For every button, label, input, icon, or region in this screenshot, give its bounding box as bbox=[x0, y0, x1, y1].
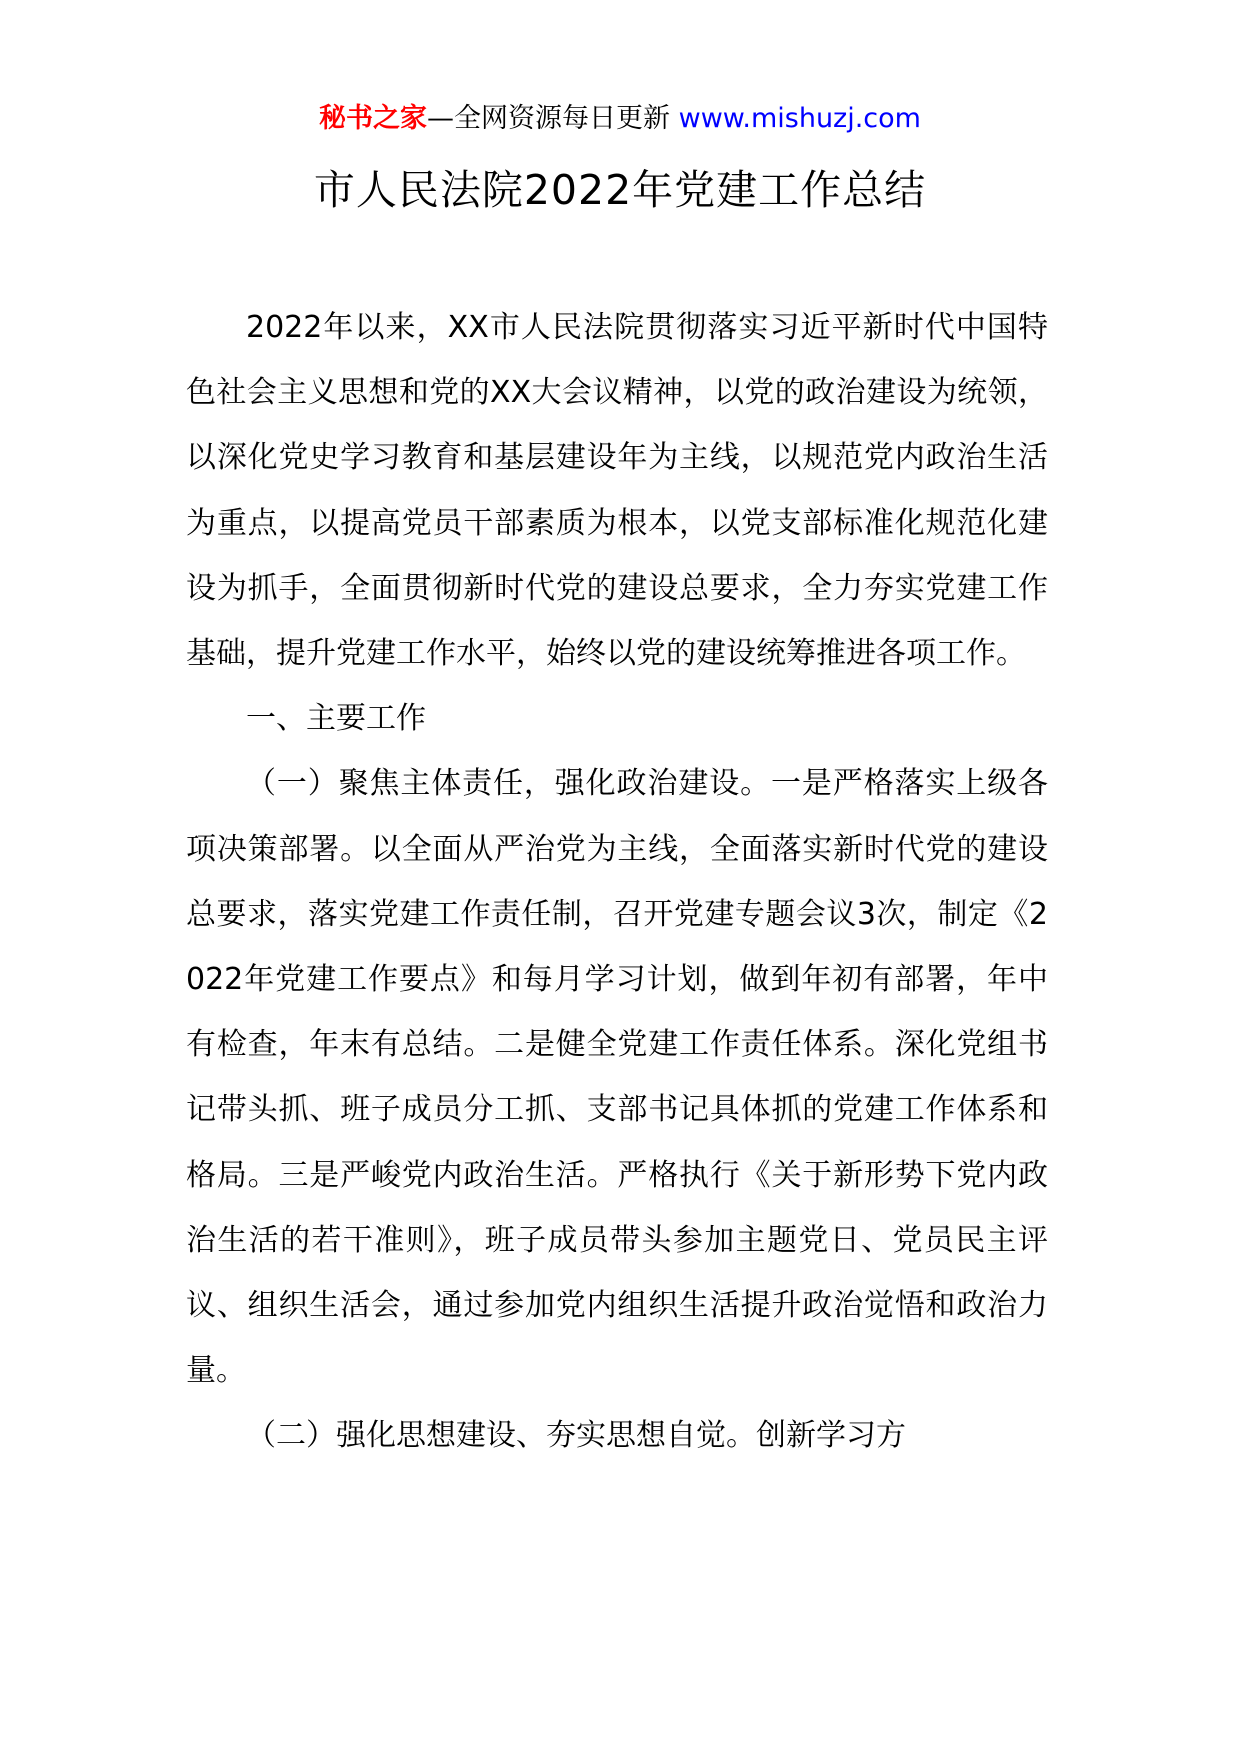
site-url-link[interactable]: www.mishuzj.com bbox=[678, 103, 921, 134]
section-heading: 一、主要工作 bbox=[246, 701, 426, 737]
document-title: 市人民法院2022年党建工作总结 bbox=[313, 166, 927, 214]
header-slogan: —全网资源每日更新 bbox=[427, 103, 679, 134]
intro-paragraph: 2022年以来，XX市人民法院贯彻落实习近平新时代中国特色社会主义思想和党的XX大会议精神，以党的政治建设为统领，以深化党史学习教育和基层建设年为主线，以规范党内政治生活为重点，以提高党员干部素质为根本，以党支部标准化规范化建设为抓手，全面贯彻新时代党的建设总要求，全力夯实党建工作基础，提升党建工作水平，始终以党的建设统筹推进各项工作。 bbox=[186, 310, 1048, 672]
site-header bbox=[0, 101, 1240, 137]
brand-name: 秘书之家 bbox=[319, 103, 428, 134]
body-paragraph: （二）强化思想建设、夯实思想自觉。创新学习方 bbox=[246, 1418, 906, 1454]
document-body bbox=[186, 295, 1048, 1469]
body-paragraph: （一）聚焦主体责任，强化政治建设。一是严格落实上级各项决策部署。以全面从严治党为主线，全面落实新时代党的建设总要求，落实党建工作责任制，召开党建专题会议3次，制定《2022年党建工作要点》和每月学习计划，做到年初有部署，年中有检查，年末有总结。二是健全党建工作责任体系。深化党组书记带头抓、班子成员分工抓、支部书记具体抓的党建工作体系和格局。三是严峻党内政治生活。严格执行《关于新形势下党内政治生活的若干准则》，班子成员带头参加主题党日、党员民主评议、组织生活会，通过参加党内组织生活提升政治觉悟和政治力量。 bbox=[186, 766, 1048, 1389]
